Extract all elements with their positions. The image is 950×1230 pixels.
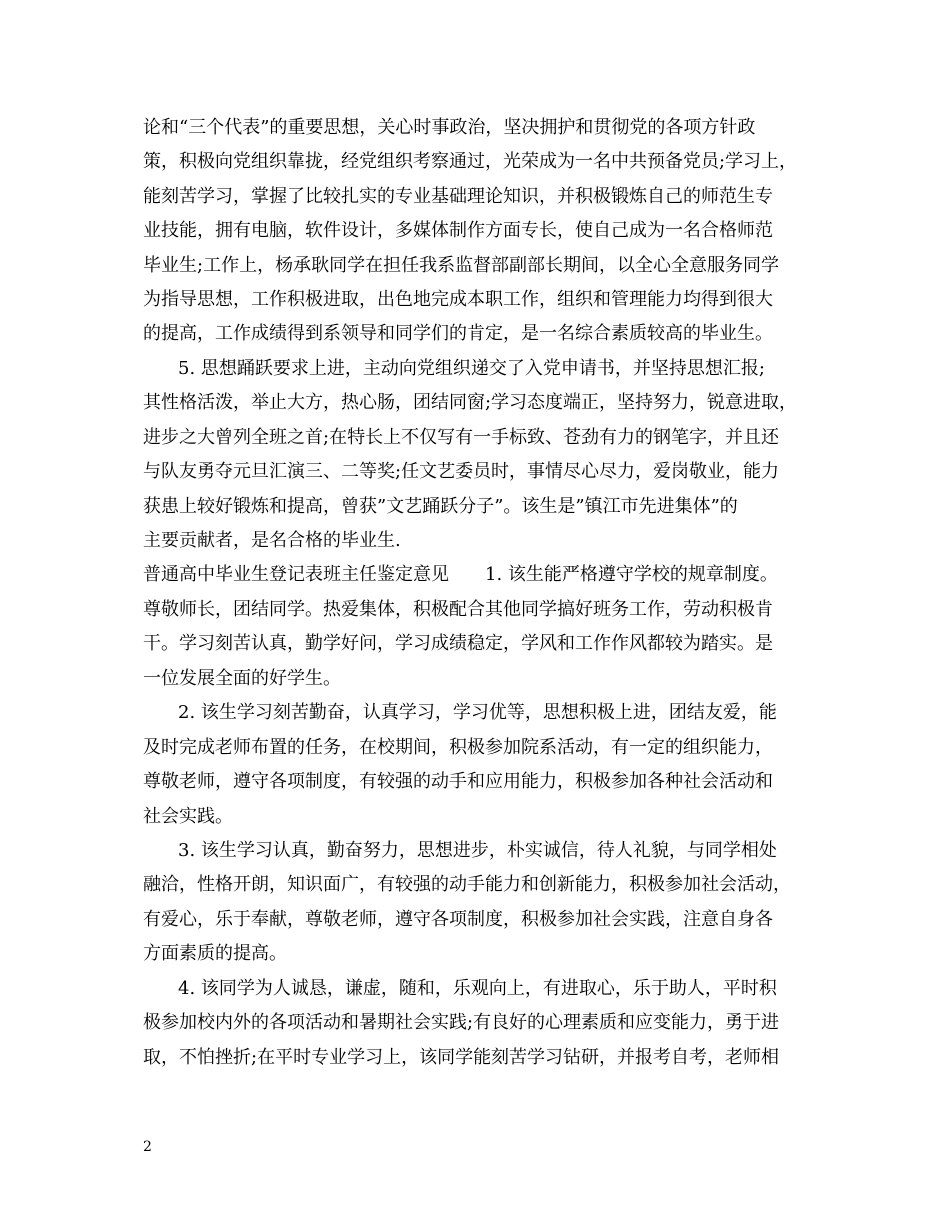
- paragraph-line: 与队友勇夺元旦汇演三、二等奖;任文艺委员时，事情尽心尽力，爱岗敬业，能力: [143, 461, 780, 482]
- paragraph-line: 5. 思想踊跃要求上进，主动向党组织递交了入党申请书，并坚持思想汇报;: [178, 358, 765, 379]
- paragraph-line: 一位发展全面的好学生。: [143, 668, 341, 689]
- paragraph-line: 4. 该同学为人诚恳，谦虚，随和，乐观向上，有进取心，乐于助人，平时积: [178, 978, 777, 999]
- paragraph-line: 社会实践。: [143, 806, 233, 827]
- paragraph-line: 策，积极向党组织靠拢，经党组织考察通过，光荣成为一名中共预备党员;学习上，: [143, 151, 798, 172]
- section-heading-line: 普通高中毕业生登记表班主任鉴定意见 1. 该生能严格遵守学校的规章制度。: [143, 564, 778, 585]
- page-number: 2: [143, 1139, 152, 1155]
- paragraph-line: 业技能，拥有电脑，软件设计，多媒体制作方面专长，使自己成为一名合格师范: [143, 220, 773, 241]
- paragraph-line: 方面素质的提高。: [143, 943, 287, 964]
- paragraph-line: 其性格活泼，举止大方，热心肠，团结同窗;学习态度端正，坚持努力，锐意进取，: [143, 392, 798, 413]
- paragraph-line: 进步之大曾列全班之首;在特长上不仅写有一手标致、苍劲有力的钢笔字，并且还: [143, 427, 780, 448]
- paragraph-line: 干。学习刻苦认真，勤学好问，学习成绩稳定，学风和工作作风都较为踏实。是: [143, 633, 773, 654]
- paragraph-line: 尊敬老师，遵守各项制度，有较强的动手和应用能力，积极参加各种社会活动和: [143, 771, 773, 792]
- paragraph-line: 及时完成老师布置的任务，在校期间，积极参加院系活动，有一定的组织能力，: [143, 737, 773, 758]
- paragraph-line: 主要贡献者，是名合格的毕业生.: [143, 530, 401, 551]
- paragraph-line: 极参加校内外的各项活动和暑期社会实践;有良好的心理素质和应变能力，勇于进: [143, 1012, 780, 1033]
- paragraph-line: 2. 该生学习刻苦勤奋，认真学习，学习优等，思想积极上进，团结友爱，能: [178, 702, 777, 723]
- paragraph-line: 毕业生;工作上，杨承耿同学在担任我系监督部副部长期间，以全心全意服务同学: [143, 255, 780, 276]
- paragraph-line: 的提高，工作成绩得到系领导和同学们的肯定，是一名综合素质较高的毕业生。: [143, 323, 773, 344]
- paragraph-line: 论和“三个代表”的重要思想，关心时事政治，坚决拥护和贯彻党的各项方针政: [143, 117, 756, 138]
- paragraph-line: 取，不怕挫折;在平时专业学习上，该同学能刻苦学习钻研，并报考自考，老师相: [143, 1047, 780, 1068]
- paragraph-line: 融洽，性格开朗，知识面广，有较强的动手能力和创新能力，积极参加社会活动，: [143, 874, 791, 895]
- paragraph-line: 有爱心，乐于奉献，尊敬老师，遵守各项制度，积极参加社会实践，注意自身各: [143, 909, 773, 930]
- paragraph-line: 获患上较好锻炼和提高，曾获”文艺踊跃分子”。该生是”镇江市先进集体”的: [143, 496, 738, 517]
- paragraph-line: 为指导思想，工作积极进取，出色地完成本职工作，组织和管理能力均得到很大: [143, 289, 773, 310]
- paragraph-line: 能刻苦学习，掌握了比较扎实的专业基础理论知识，并积极锻炼自己的师范生专: [143, 186, 773, 207]
- paragraph-line: 3. 该生学习认真，勤奋努力，思想进步，朴实诚信，待人礼貌，与同学相处: [178, 840, 777, 861]
- paragraph-line: 尊敬师长，团结同学。热爱集体，积极配合其他同学搞好班务工作，劳动积极肯: [143, 599, 773, 620]
